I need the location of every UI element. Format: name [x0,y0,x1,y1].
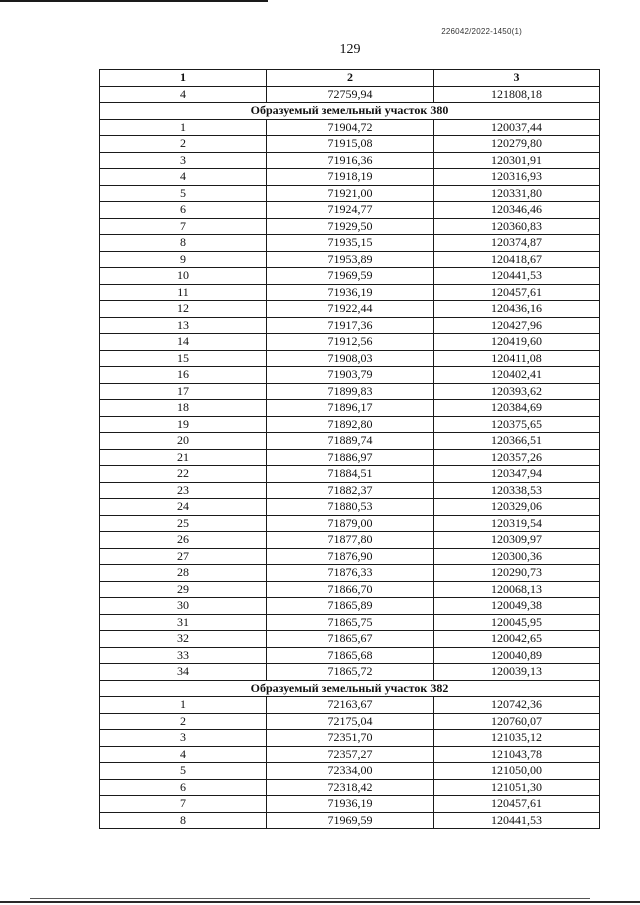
coord-y: 120037,44 [434,119,600,136]
point-number: 15 [100,350,267,367]
coord-y: 120457,61 [434,284,600,301]
coord-y: 120346,46 [434,202,600,219]
coord-x: 71929,50 [267,218,434,235]
table-row [100,598,600,615]
table-row [100,284,600,301]
point-number: 1 [100,697,267,714]
coord-x: 71865,89 [267,598,434,615]
header-col-3: 3 [434,70,600,87]
coord-y: 120374,87 [434,235,600,252]
coord-x: 71865,72 [267,664,434,681]
coord-x: 71969,59 [267,268,434,285]
table-row [100,136,600,153]
point-number: 3 [100,730,267,747]
coord-y: 120347,94 [434,466,600,483]
coord-y: 120039,13 [434,664,600,681]
coord-y: 120375,65 [434,416,600,433]
table-row [100,86,600,103]
table-row [100,515,600,532]
coord-y: 120411,08 [434,350,600,367]
coord-x: 72318,42 [267,779,434,796]
coord-x: 71917,36 [267,317,434,334]
point-number: 33 [100,647,267,664]
point-number: 27 [100,548,267,565]
point-number: 4 [100,169,267,186]
header-col-2: 2 [267,70,434,87]
table-row [100,433,600,450]
point-number: 10 [100,268,267,285]
coord-x: 71912,56 [267,334,434,351]
document-id: 226042/2022-1450(1) [441,27,522,36]
coord-x: 71915,08 [267,136,434,153]
table-row [100,482,600,499]
point-number: 12 [100,301,267,318]
point-number: 20 [100,433,267,450]
point-number: 17 [100,383,267,400]
point-number: 32 [100,631,267,648]
table-row [100,317,600,334]
coord-x: 71884,51 [267,466,434,483]
coord-y: 120040,89 [434,647,600,664]
table-row [100,350,600,367]
coord-y: 120329,06 [434,499,600,516]
table-row [100,152,600,169]
coord-x: 71877,80 [267,532,434,549]
coord-x: 71921,00 [267,185,434,202]
coord-y: 120049,38 [434,598,600,615]
table-header-row [100,70,600,87]
coord-y: 120042,65 [434,631,600,648]
table-row [100,763,600,780]
coord-y: 121035,12 [434,730,600,747]
table-row [100,499,600,516]
coord-x: 71865,68 [267,647,434,664]
point-number: 18 [100,400,267,417]
section-title-row [100,680,600,697]
coord-x: 71876,33 [267,565,434,582]
table-row [100,631,600,648]
coord-x: 71880,53 [267,499,434,516]
point-number: 5 [100,185,267,202]
coord-y: 121050,00 [434,763,600,780]
coord-y: 120290,73 [434,565,600,582]
point-number: 34 [100,664,267,681]
point-number: 9 [100,251,267,268]
coord-x: 71904,72 [267,119,434,136]
point-number: 8 [100,235,267,252]
point-number: 23 [100,482,267,499]
coord-x: 71892,80 [267,416,434,433]
point-number: 2 [100,136,267,153]
table-row [100,697,600,714]
table-row [100,185,600,202]
point-number: 25 [100,515,267,532]
table-row [100,119,600,136]
coord-x: 71866,70 [267,581,434,598]
table-row [100,647,600,664]
table-row [100,218,600,235]
table-row [100,466,600,483]
point-number: 4 [100,86,267,103]
table-row [100,416,600,433]
coord-x: 71865,75 [267,614,434,631]
coord-x: 72175,04 [267,713,434,730]
coord-x: 71936,19 [267,284,434,301]
table-row [100,235,600,252]
coord-y: 121808,18 [434,86,600,103]
coord-y: 120316,93 [434,169,600,186]
section-title-row [100,103,600,120]
coord-y: 120045,95 [434,614,600,631]
coord-y: 120419,60 [434,334,600,351]
table-row [100,334,600,351]
point-number: 13 [100,317,267,334]
table-row [100,202,600,219]
coord-x: 71899,83 [267,383,434,400]
coord-x: 72334,00 [267,763,434,780]
coord-y: 120300,36 [434,548,600,565]
coord-x: 72759,94 [267,86,434,103]
table-row [100,383,600,400]
coord-y: 121043,78 [434,746,600,763]
point-number: 31 [100,614,267,631]
table-row [100,169,600,186]
table-row [100,664,600,681]
point-number: 22 [100,466,267,483]
point-number: 28 [100,565,267,582]
point-number: 1 [100,119,267,136]
point-number: 30 [100,598,267,615]
coord-y: 120441,53 [434,812,600,829]
coord-y: 120457,61 [434,796,600,813]
table-row [100,614,600,631]
point-number: 24 [100,499,267,516]
coord-y: 120427,96 [434,317,600,334]
coord-x: 71935,15 [267,235,434,252]
table-row [100,367,600,384]
table-row [100,779,600,796]
coord-y: 120301,91 [434,152,600,169]
coordinates-table [99,69,600,829]
coord-x: 72357,27 [267,746,434,763]
top-scan-rule [0,0,268,2]
point-number: 26 [100,532,267,549]
coord-x: 71896,17 [267,400,434,417]
table-row [100,565,600,582]
header-col-1: 1 [100,70,267,87]
table-row [100,251,600,268]
coord-y: 120360,83 [434,218,600,235]
coord-x: 71882,37 [267,482,434,499]
table-row [100,713,600,730]
table-row [100,746,600,763]
coord-y: 120366,51 [434,433,600,450]
coord-y: 120279,80 [434,136,600,153]
coord-y: 120319,54 [434,515,600,532]
coord-x: 71924,77 [267,202,434,219]
point-number: 8 [100,812,267,829]
coord-x: 71889,74 [267,433,434,450]
point-number: 19 [100,416,267,433]
table-row [100,812,600,829]
point-number: 5 [100,763,267,780]
table-row [100,400,600,417]
coord-x: 71953,89 [267,251,434,268]
coord-y: 120402,41 [434,367,600,384]
coord-x: 72351,70 [267,730,434,747]
coord-x: 71876,90 [267,548,434,565]
table-row [100,449,600,466]
point-number: 4 [100,746,267,763]
coord-x: 71916,36 [267,152,434,169]
point-number: 3 [100,152,267,169]
coord-x: 71908,03 [267,350,434,367]
table-row [100,581,600,598]
coord-y: 120338,53 [434,482,600,499]
point-number: 16 [100,367,267,384]
bottom-scan-line [30,898,590,899]
point-number: 6 [100,202,267,219]
coord-y: 120309,97 [434,532,600,549]
coord-x: 71969,59 [267,812,434,829]
coord-y: 120760,07 [434,713,600,730]
point-number: 29 [100,581,267,598]
coord-y: 120742,36 [434,697,600,714]
point-number: 21 [100,449,267,466]
coord-x: 71886,97 [267,449,434,466]
point-number: 7 [100,796,267,813]
point-number: 6 [100,779,267,796]
point-number: 14 [100,334,267,351]
coord-x: 71865,67 [267,631,434,648]
coord-y: 120393,62 [434,383,600,400]
point-number: 2 [100,713,267,730]
table-row [100,301,600,318]
table-row [100,730,600,747]
coord-x: 71922,44 [267,301,434,318]
table-row [100,548,600,565]
table-row [100,796,600,813]
coord-y: 120441,53 [434,268,600,285]
coord-y: 121051,30 [434,779,600,796]
table-row [100,268,600,285]
table-row [100,532,600,549]
coord-x: 71918,19 [267,169,434,186]
coord-x: 71879,00 [267,515,434,532]
coord-x: 71903,79 [267,367,434,384]
coord-y: 120331,80 [434,185,600,202]
page-number: 129 [339,42,361,57]
coord-y: 120068,13 [434,581,600,598]
coord-y: 120436,16 [434,301,600,318]
point-number: 7 [100,218,267,235]
section-title: Образуемый земельный участок 380 [100,103,600,120]
coord-y: 120418,67 [434,251,600,268]
section-title: Образуемый земельный участок 382 [100,680,600,697]
coord-y: 120384,69 [434,400,600,417]
coord-x: 71936,19 [267,796,434,813]
coord-x: 72163,67 [267,697,434,714]
bottom-scan-rule [0,901,640,903]
point-number: 11 [100,284,267,301]
coord-y: 120357,26 [434,449,600,466]
